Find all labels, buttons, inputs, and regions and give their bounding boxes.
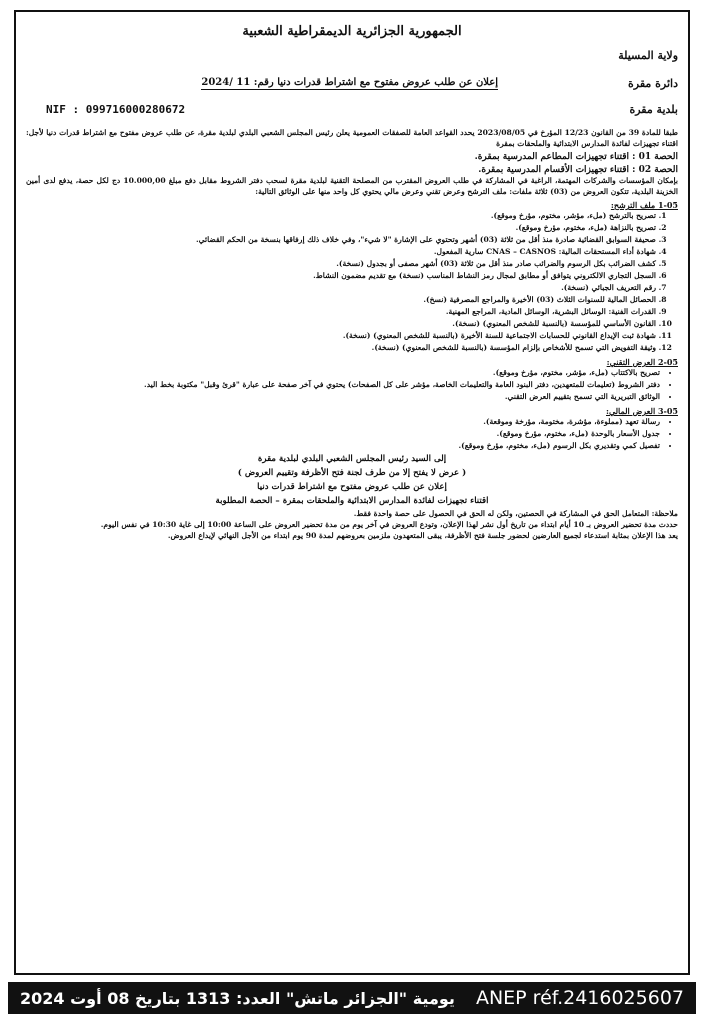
list-item: 9. القدرات الفنية: الوسائل البشرية، الوسائل المادية، المراجع المهنية. xyxy=(26,306,656,318)
list-item: • جدول الأسعار بالوحدة (ملء، مختوم، مؤرخ وموقع). xyxy=(26,428,660,440)
list-item: • الوثائق التبريرية التي تسمح بتقييم العرض التقني. xyxy=(26,391,660,403)
financial-heading: 3-05 العرض المالي: xyxy=(606,406,678,416)
list-item: 12. وثيقة التفويض التي تسمح للأشخاص بإلزام المؤسسة (بالنسبة للشخص المعنوي) (نسخة). xyxy=(26,342,656,354)
envelope-line-1: إلى السيد رئيس المجلس الشعبي البلدي لبلدية مقرة xyxy=(257,454,447,464)
intro-paragraph: طبقا للمادة 39 من القانون 12/23 المؤرخ في 2023/08/05 يحدد القواعد العامة للصفقات العمومية يعلن رئيس المجلس الشعبي البلدي لبلدية مقرة، عن طلب عروض مفتوح مع اشتراط قدرات دنيا لأجل: اقتناء تجهيزات لفائدة المدارس الابتدائية والملحقات بمقرة xyxy=(26,128,678,148)
list-item: 2. تصريح بالنزاهة (ملء، مختوم، مؤرخ وموقع). xyxy=(26,222,656,234)
list-item: 5. كشف الضرائب بكل الرسوم والضرائب صادر منذ أقل من ثلاثة (03) أشهر مصفى أو بجدول (نسخة). xyxy=(26,258,656,270)
list-item: 4. شهادة أداء المستحقات المالية: CNAS – CASNOS سارية المفعول. xyxy=(26,246,656,258)
list-item: 7. رقم التعريف الجبائي (نسخة). xyxy=(26,282,656,294)
list-item: 6. السجل التجاري الالكتروني يتوافق أو مطابق لمجال رمز النشاط المناسب (نسخة) مع تقديم مضمون النشاط. xyxy=(26,270,656,282)
commune-line: بلدية مقرة xyxy=(629,103,678,116)
daira-line: دائرة مقرة xyxy=(628,77,678,90)
list-item: 8. الحصائل المالية للسنوات الثلاث (03) الأخيرة والمراجع المصرفية (نسخ). xyxy=(26,294,656,306)
financial-list xyxy=(26,416,678,452)
envelope-line-4: اقتناء تجهيزات لفائدة المدارس الابتدائية والملحقات بمقرة – الحصة المطلوبة xyxy=(215,496,489,506)
eligibility-paragraph: بإمكان المؤسسات والشركات المهتمة، الراغبة في المشاركة في طلب العروض المقترب من المصلحة التقنية لبلدية مقرة لسحب دفتر الشروط مقابل دفع مبلغ 10.000,00 دج لكل حصة، يدفع لدى أمين الخزينة البلدية، تتكون العروض من (03) ثلاثة ملفات: ملف الترشح وعرض تقني وعرض مالي يحتوي كل واحد منها على الوثائق التالية: xyxy=(26,176,678,196)
wilaya-line: ولاية المسيلة xyxy=(618,49,678,62)
technical-heading: 2-05 العرض التقني: xyxy=(606,357,678,367)
lot-2: الحصة 02 : اقتناء تجهيزات الأقسام المدرسية بمقرة. xyxy=(478,165,678,175)
list-item: 10. القانون الأساسي للمؤسسة (بالنسبة للشخص المعنوي) (نسخة). xyxy=(26,318,656,330)
note-2: حددت مدة تحضير العروض بـ 10 أيام ابتداء من تاريخ أول نشر لهذا الإعلان، وتودع العروض في آخر يوم من مدة تحضير العروض على الساعة 10:00 إلى غاية 10:30 في نفس اليوم. xyxy=(100,520,678,529)
list-item: • رسالة تعهد (مملوءة، مؤشرة، مختومة، مؤرخة وموقعة). xyxy=(26,416,660,428)
list-item: • دفتر الشروط (تعليمات للمتعهدين، دفتر البنود العامة والتعليمات الخاصة، مؤشر على كل الصفحات) يحتوي في آخر صفحة على عبارة "قرئ وقبل" مكتوبة بخط اليد. xyxy=(26,379,660,391)
nif-number: NIF : 099716000280672 xyxy=(46,103,186,116)
announcement-title: إعلان عن طلب عروض مفتوح مع اشتراط قدرات دنيا رقم: 11 /2024 xyxy=(201,77,498,88)
list-item: 1. تصريح بالترشح (ملء، مؤشر، مختوم، مؤرخ وموقع). xyxy=(26,210,656,222)
note-1: ملاحظة: المتعامل الحق في المشاركة في الحصتين، ولكن له الحق في الحصول على حصة واحدة فقط. xyxy=(353,509,678,518)
footer-bar xyxy=(8,982,696,1014)
lot-1: الحصة 01 : اقتناء تجهيزات المطاعم المدرسية بمقرة. xyxy=(474,152,678,162)
note-3: يعد هذا الإعلان بمثابة استدعاء لجميع العارضين لحضور جلسة فتح الأظرفة، يبقى المتعهدون ملزمين بعروضهم لمدة 90 يوم ابتداء من الأجل النهائي لإيداع العروض. xyxy=(167,531,678,540)
announcement-page xyxy=(14,10,690,975)
journal-info: يومية "الجزائر ماتش" العدد: 1313 بتاريخ 08 أوت 2024 xyxy=(20,988,455,1008)
envelope-line-3: إعلان عن طلب عروض مفتوح مع اشتراط قدرات دنيا xyxy=(257,482,447,492)
list-item: • تصريح بالاكتتاب (ملء، مؤشر، مختوم، مؤرخ وموقع). xyxy=(26,367,660,379)
technical-list xyxy=(26,367,678,403)
header-block xyxy=(26,49,678,127)
list-item: 3. صحيفة السوابق القضائية صادرة منذ أقل من ثلاثة (03) أشهر وتحتوي على الإشارة "لا شيء"، وفي خلاف ذلك إرفاقها بنسخة من الحكم القضائي. xyxy=(26,234,656,246)
republic-heading: الجمهورية الجزائرية الديمقراطية الشعبية xyxy=(242,24,462,39)
candidature-heading: 1-05 ملف الترشح: xyxy=(610,200,678,210)
list-item: 11. شهادة ثبت الإيداع القانوني للحسابات الاجتماعية للسنة الأخيرة (بالنسبة للشخص المعنوي) (نسخة). xyxy=(26,330,656,342)
list-item: • تفصيل كمي وتقديري بكل الرسوم (ملء، مختوم، مؤرخ وموقع). xyxy=(26,440,660,452)
anep-reference: ANEP réf.2416025607 xyxy=(475,987,684,1009)
envelope-line-2: ( عرض لا يفتح إلا من طرف لجنة فتح الأظرفة وتقييم العروض ) xyxy=(237,468,467,478)
candidature-list xyxy=(26,210,678,354)
